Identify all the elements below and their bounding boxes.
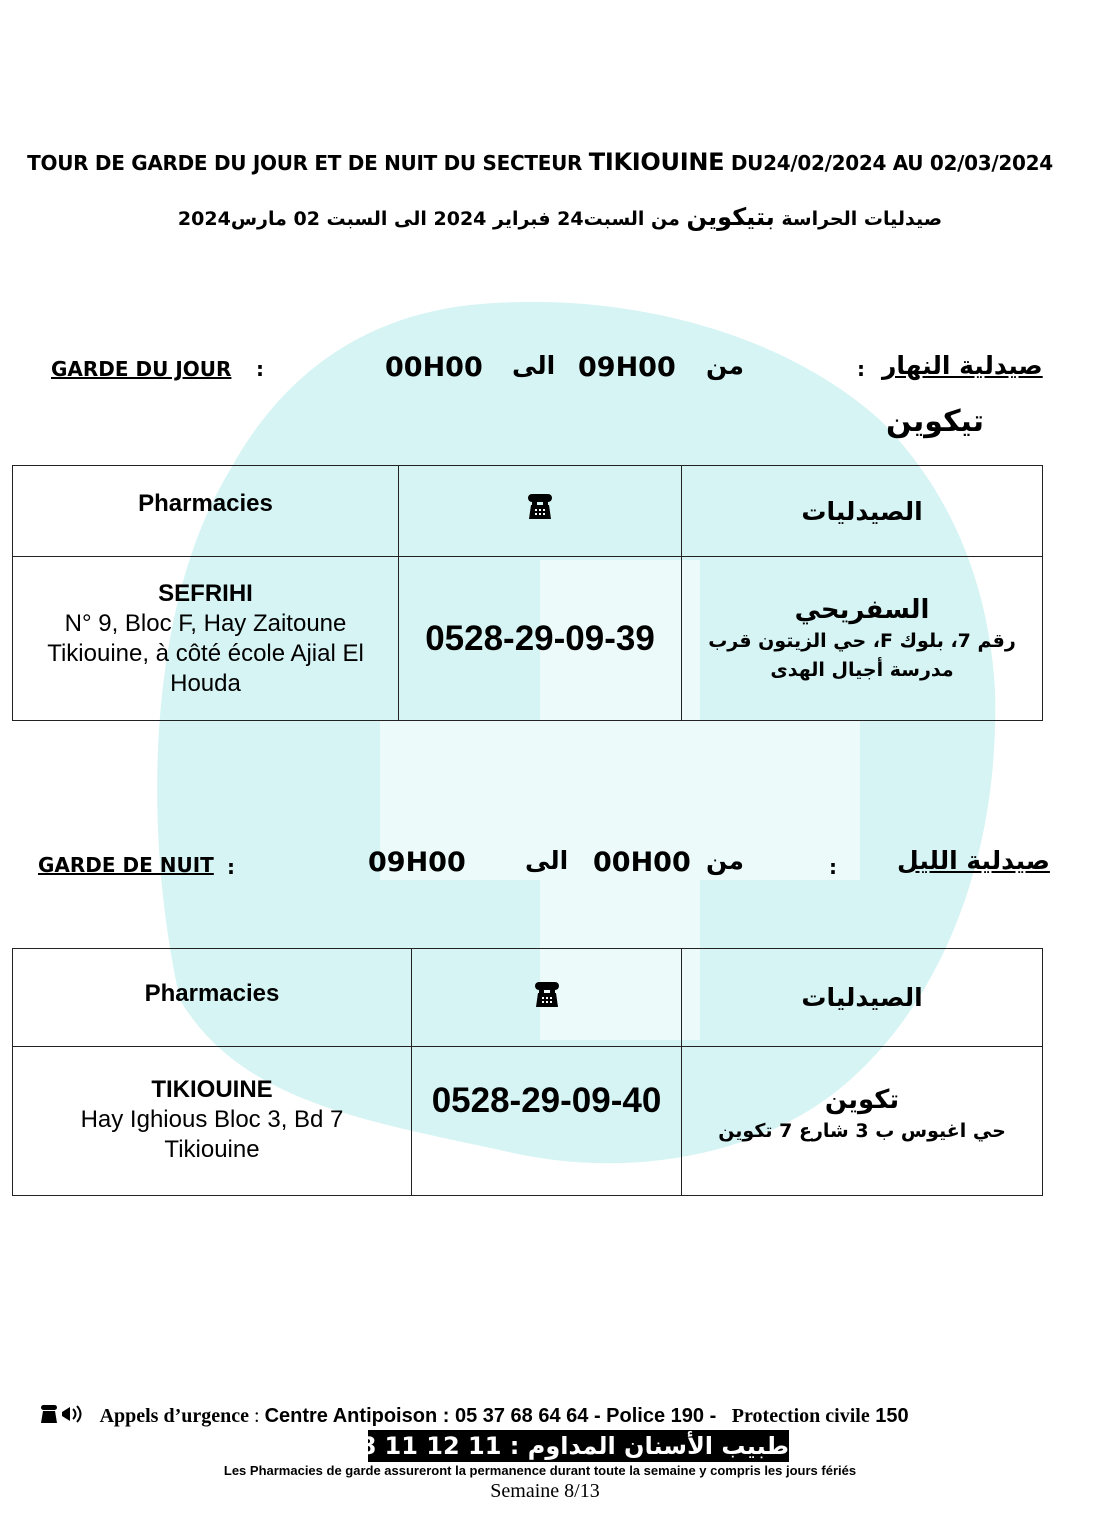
pharmacy-info-fr [13, 557, 399, 721]
pharmacy-name-ar: السفريحي [794, 594, 930, 625]
pharmacy-address: Hay Ighious Bloc 3, Bd 7 Tikiouine [80, 1106, 344, 1163]
night-hour-end: 09H00 [368, 847, 466, 878]
day-label-fr: GARDE DU JOUR [51, 357, 232, 381]
pharmacy-phone: 0528-29-09-40 [412, 1047, 682, 1196]
phone-icon [527, 492, 553, 520]
night-hour-start: 00H00 [593, 847, 691, 878]
pharmacy-address-ar: رقم 7، بلوك F، حي الزيتون قرب مدرسة أجيال الهدى [708, 629, 1016, 681]
pharmacy-info-ar [682, 557, 1043, 721]
sector-name-ar: بتيكوين [686, 203, 775, 231]
table-row [13, 557, 1043, 721]
column-header-pharmacies-ar: الصيدليات [682, 466, 1043, 557]
night-colon-ar: : [829, 855, 837, 879]
table-header-row [13, 466, 1043, 557]
day-word-to: الى [512, 351, 556, 380]
pharmacy-info-ar [682, 1047, 1043, 1196]
night-word-to: الى [525, 846, 569, 875]
day-colon-ar: : [857, 357, 865, 381]
column-header-pharmacies-ar: الصيدليات [682, 949, 1043, 1047]
emergency-calls-label: Appels d’urgence [99, 1405, 250, 1427]
antipoison-police-numbers: Centre Antipoison : 05 37 68 64 64 - Police 190 - [264, 1405, 717, 1427]
day-pharmacy-table [12, 465, 1043, 721]
city-name-ar: تيكوين [886, 404, 985, 439]
page-title-ar: صيدليات الحراسة بتيكوين من السبت24 فبراير 2024 الى السبت 02 مارس2024 [177, 203, 943, 231]
column-header-pharmacies: Pharmacies [13, 949, 412, 1047]
night-word-from: من [706, 846, 744, 875]
column-header-phone [412, 949, 682, 1047]
table-header-row [13, 949, 1043, 1047]
table-row [13, 1047, 1043, 1196]
pharmacy-address-ar: حي اغيوس ب 3 شارع 7 تكوين [718, 1120, 1006, 1142]
night-label-ar: صيدلية الليل [897, 846, 1050, 875]
night-pharmacy-table [12, 948, 1043, 1196]
pharmacy-name: SEFRIHI [158, 579, 253, 607]
pharmacy-phone: 0528-29-09-39 [399, 557, 682, 721]
emergency-phone-icon [40, 1404, 84, 1424]
page-title-fr: TOUR DE GARDE DU JOUR ET DE NUIT DU SECTEUR TIKIOUINE DU24/02/2024 AU 02/03/2024 [27, 148, 1053, 176]
day-label-ar: صيدلية النهار [882, 351, 1043, 380]
on-duty-dentist-banner: طبيب الأسنان المداوم : 11 12 11 08 06 [300, 1432, 789, 1460]
night-colon-fr: : [227, 855, 235, 879]
phone-icon [534, 980, 560, 1008]
day-hour-start: 09H00 [578, 352, 676, 383]
sector-name: TIKIOUINE [588, 148, 725, 176]
day-colon-fr: : [256, 357, 264, 381]
week-indicator: Semaine 8/13 [490, 1480, 600, 1502]
column-header-phone [399, 466, 682, 557]
column-header-pharmacies: Pharmacies [13, 466, 399, 557]
day-word-from: من [706, 351, 744, 380]
emergency-calls-line: Appels d’urgence : Centre Antipoison : 05 37 68 64 64 - Police 190 - Protection civile 150 [40, 1404, 1080, 1428]
pharmacy-name: TIKIOUINE [151, 1076, 273, 1103]
permanence-notice: Les Pharmacies de garde assureront la permanence durant toute la semaine y compris les jours fériés [223, 1463, 857, 1478]
pharmacy-name-ar: تكوين [824, 1085, 900, 1115]
day-hour-end: 00H00 [385, 352, 483, 383]
pharmacy-address: N° 9, Bloc F, Hay Zaitoune Tikiouine, à côté école Ajial El Houda [47, 609, 364, 697]
pharmacy-info-fr [13, 1047, 412, 1196]
protection-civile-number: 150 [869, 1405, 909, 1427]
night-label-fr: GARDE DE NUIT [38, 853, 214, 877]
protection-civile-label: Protection civile [731, 1405, 870, 1427]
